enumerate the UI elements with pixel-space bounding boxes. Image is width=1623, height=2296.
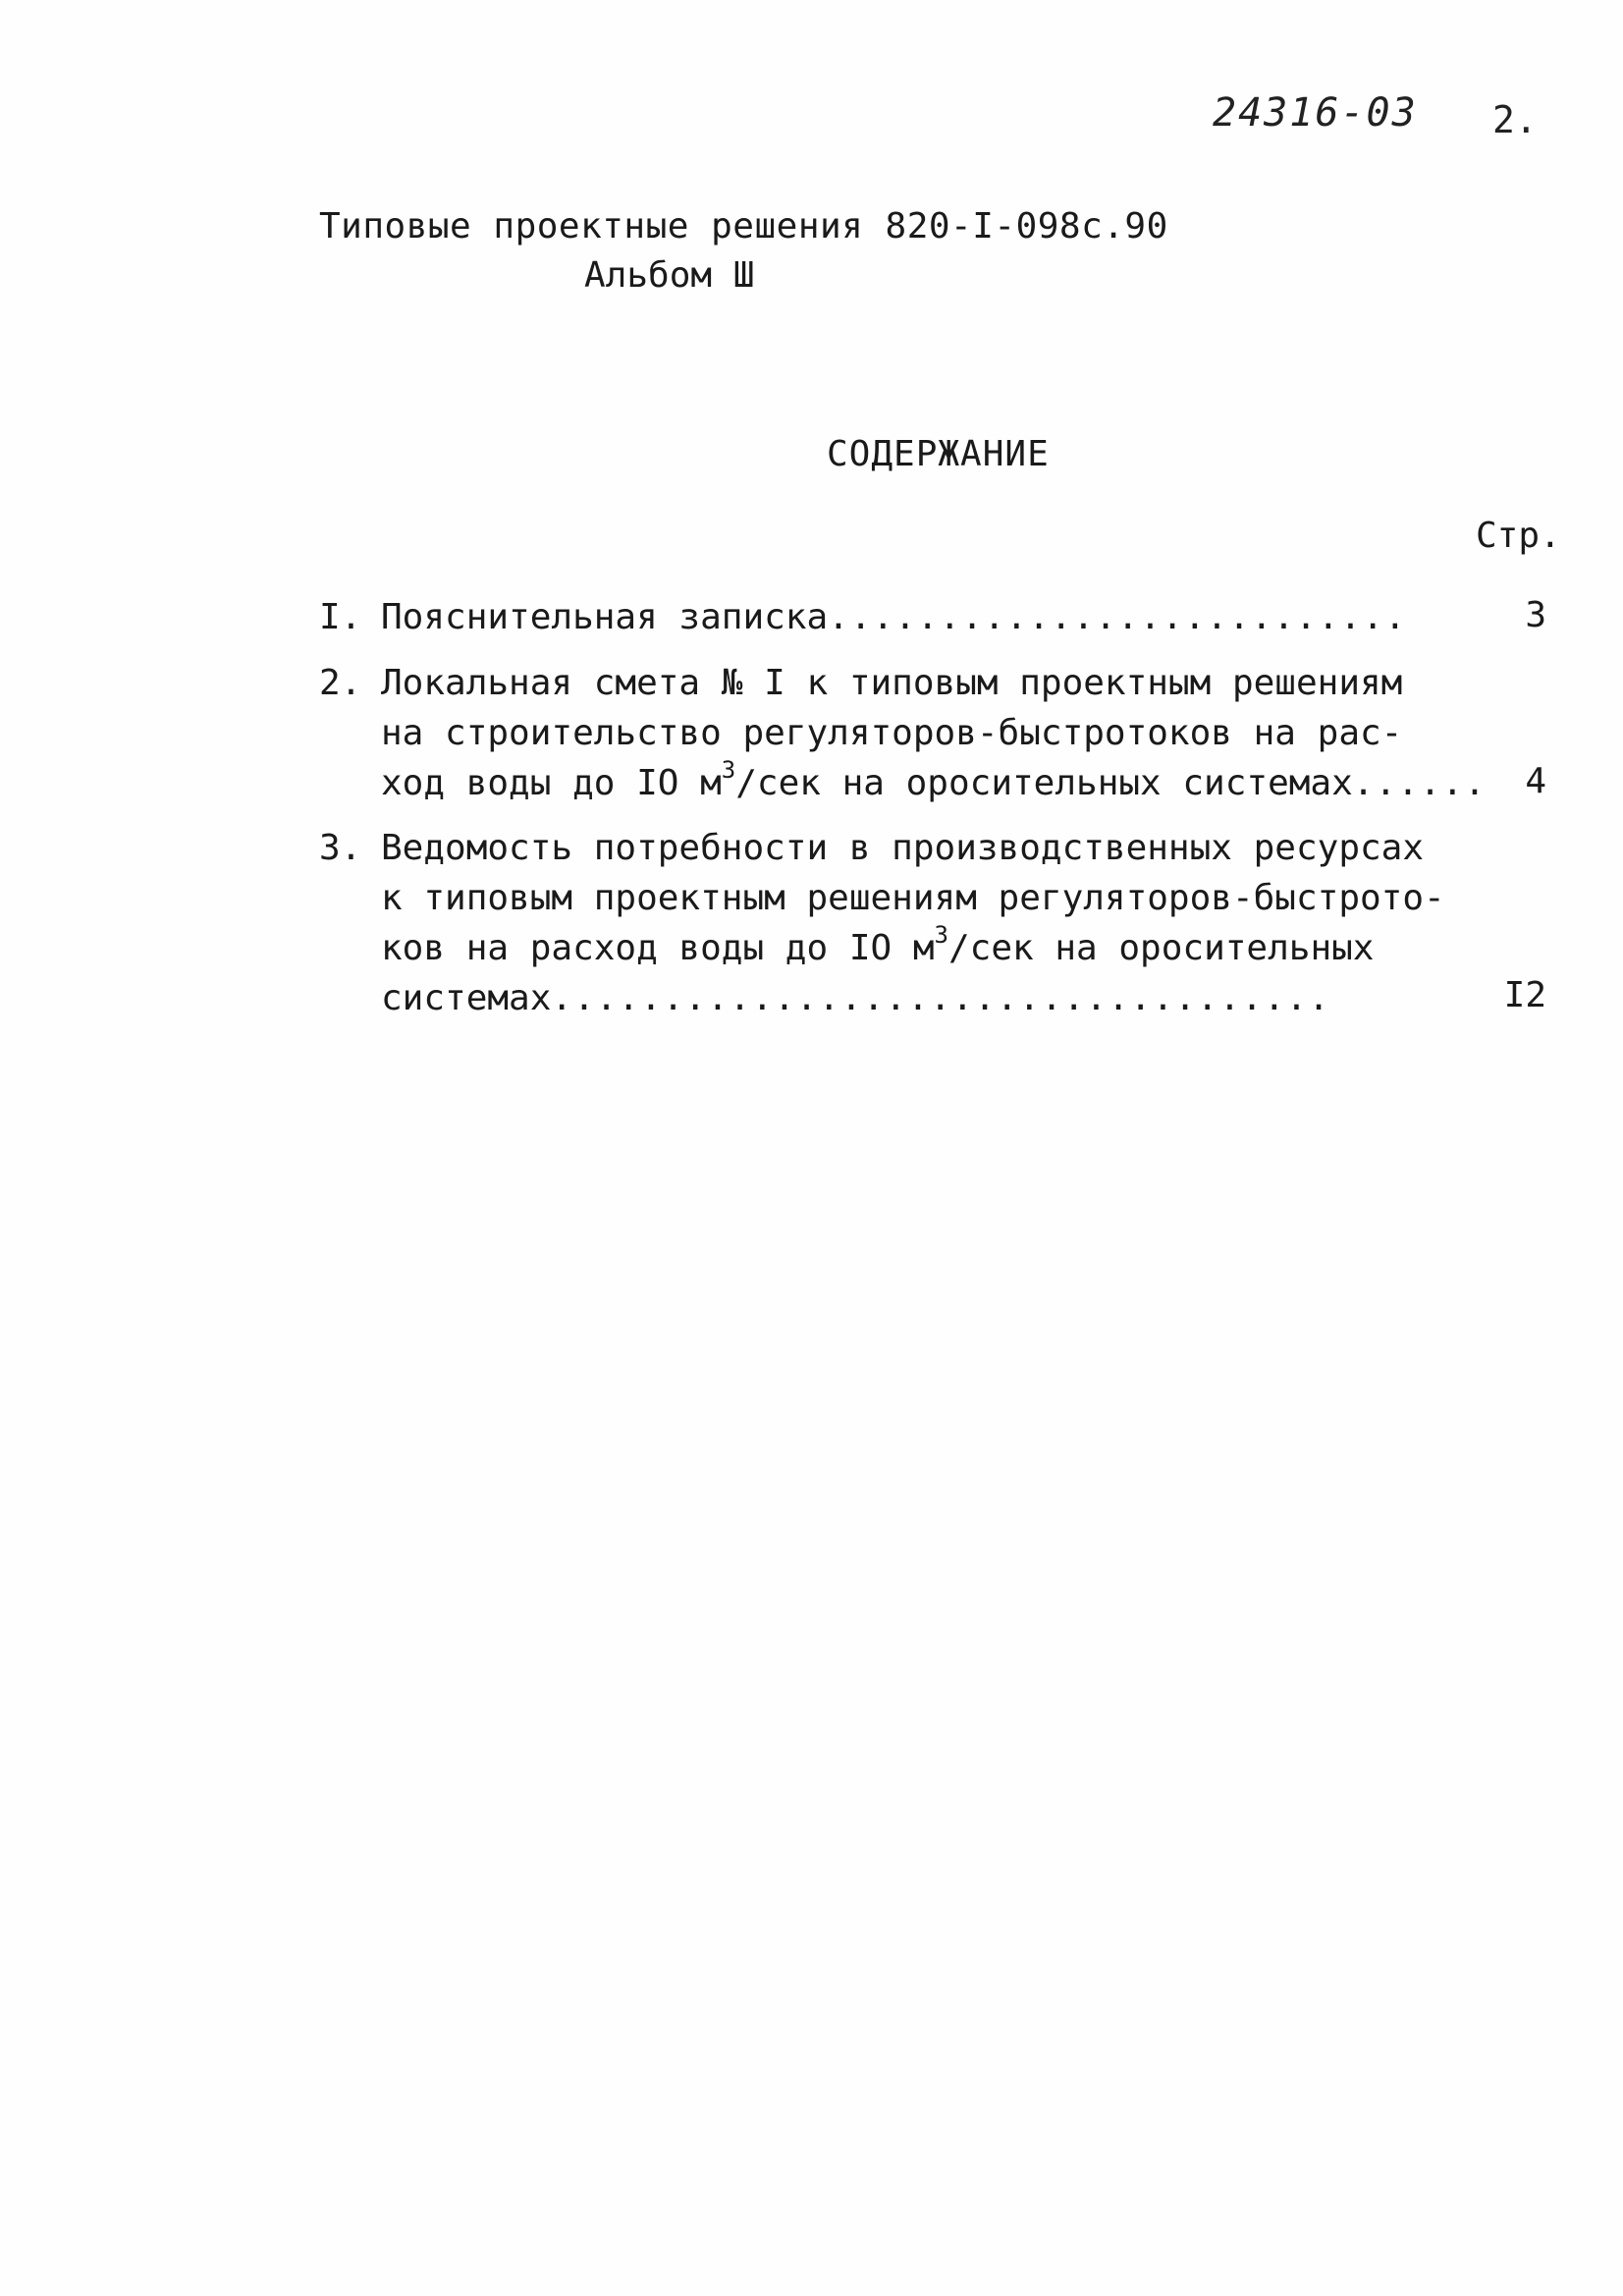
document-number: 24316-03 — [1213, 90, 1418, 136]
toc-item-page: 3 — [1525, 595, 1546, 635]
toc-item-line: Локальная смета № I к типовым проектным решениям — [381, 663, 1403, 703]
toc-item-number: I. — [319, 597, 362, 637]
toc-item-page: 4 — [1525, 761, 1546, 801]
album-label: Альбом Ш — [584, 255, 755, 296]
page-number: 2. — [1492, 98, 1538, 141]
toc-item-line — [381, 592, 1481, 642]
toc-leader-dots: ................................... — [551, 978, 1330, 1018]
superscript: 3 — [721, 756, 736, 784]
toc-item-text-part: ход воды до IO м — [381, 763, 722, 803]
toc-item-3 — [319, 823, 1566, 1023]
toc-item-title: Пояснительная записка — [381, 597, 829, 637]
toc-item-text-part: /сек на оросительных — [947, 928, 1375, 968]
toc-item-line — [381, 973, 1481, 1023]
toc-item-page: I2 — [1503, 975, 1546, 1015]
toc-item-text-part: /сек на оросительных системах — [735, 763, 1353, 803]
document-title: Типовые проектные решения 820-I-098с.90 — [319, 206, 1168, 246]
superscript: 3 — [934, 921, 948, 949]
toc-item-line — [381, 756, 1487, 808]
toc-item-line: к типовым проектным решениям регуляторов-быстрото- — [381, 878, 1445, 918]
toc-item-line: Ведомость потребности в производственных ресурсах — [381, 828, 1425, 868]
toc-item-text — [381, 658, 1487, 808]
toc-item-text-part: ков на расход воды до IO м — [381, 928, 935, 968]
toc-item-2 — [319, 658, 1566, 808]
toc-item-text — [381, 823, 1481, 1023]
page-column-label: Стр. — [1476, 516, 1561, 556]
toc-leader-dots: ...... — [1352, 763, 1487, 803]
toc-leader-dots: .......................... — [828, 597, 1407, 637]
toc-item-line: на строительство регуляторов-быстротоков на рас- — [381, 713, 1403, 753]
toc-item-text — [381, 592, 1481, 642]
toc-item-1 — [319, 592, 1566, 642]
toc-item-number: 2. — [319, 663, 362, 703]
toc-item-number: 3. — [319, 828, 362, 868]
toc-item-title: системах — [381, 978, 552, 1018]
toc-item-line — [381, 923, 1481, 973]
contents-heading: СОДЕРЖАНИЕ — [827, 434, 1050, 474]
